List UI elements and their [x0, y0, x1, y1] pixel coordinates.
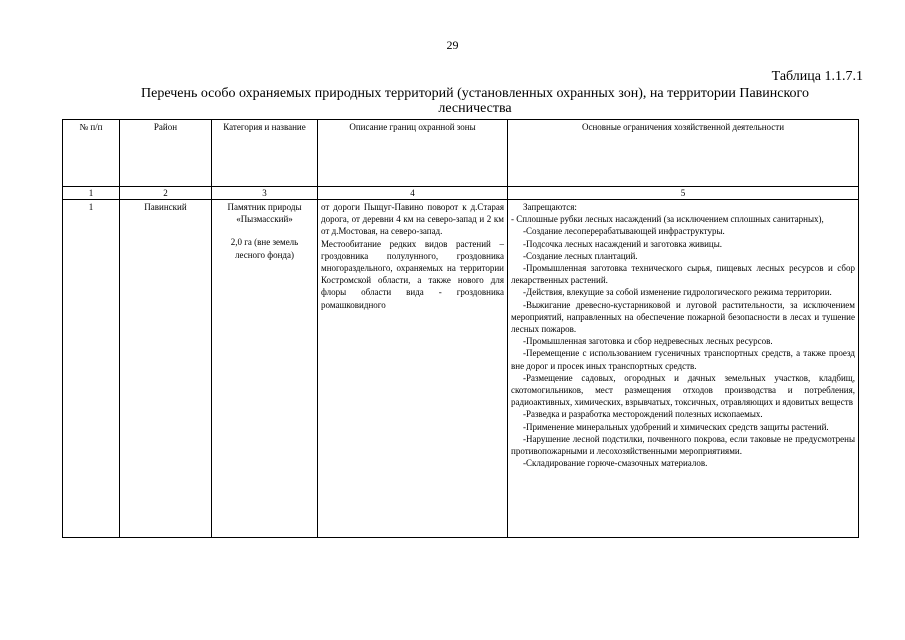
- column-number: 2: [120, 187, 212, 200]
- restriction-item: -Выжигание древесно-кустарниковой и луговой растительности, за исключением мероприятий, направленных на обеспечение пожарной безопасности в лесах и тушение лесных пожаров.: [511, 299, 855, 335]
- column-number: 5: [508, 187, 859, 200]
- restrictions-intro: Запрещаются:: [523, 202, 577, 212]
- row-boundary-description: от дороги Пыщуг-Павино поворот к д.Старая дорога, от деревни 4 км на северо-запад и 2 км от д.Мостовая, на северо-запад.: [321, 202, 504, 237]
- row-category-name: Памятник природы «Пызмасский»: [227, 202, 302, 225]
- header-restrictions: Основные ограничения хозяйственной деятельности: [508, 120, 859, 187]
- restriction-item: -Нарушение лесной подстилки, почвенного покрова, если таковые не предусмотрены противопожарными и лесохозяйственными мероприятиями.: [511, 433, 855, 457]
- header-boundary: Описание границ охранной зоны: [318, 120, 508, 187]
- header-category: Категория и название: [212, 120, 318, 187]
- row-restrictions-cell: [508, 200, 859, 538]
- restriction-item: -Разведка и разработка месторождений полезных ископаемых.: [523, 409, 763, 420]
- table-row: [63, 200, 859, 538]
- row-boundary-cell: [318, 200, 508, 538]
- restriction-item: -Применение минеральных удобрений и химических средств защиты растений.: [523, 421, 829, 432]
- column-number: 1: [63, 187, 120, 200]
- restriction-item: -Складирование горюче-смазочных материалов.: [523, 458, 708, 469]
- document-title-line-1: Перечень особо охраняемых природных территорий (установленных охранных зон), на территории Павинского: [141, 86, 809, 101]
- row-category-cell: [212, 200, 318, 538]
- page-number: 29: [446, 38, 459, 52]
- header-district: Район: [120, 120, 212, 187]
- restriction-item: -Перемещение с использованием гусеничных транспортных средств, а также проезд вне дорог и просек иных транспортных средств.: [511, 348, 855, 371]
- row-habitat-description: Местообитание редких видов растений – гроздовника полулунного, гроздовника многораздельного, охраняемых на территории Костромской области, а также нового для флоры области вида - гроздовника ромашковидного: [321, 238, 504, 310]
- restriction-item: -Действия, влекущие за собой изменение гидрологического режима территории.: [523, 287, 832, 298]
- document-title-line-2: лесничества: [438, 101, 512, 116]
- column-number: 3: [212, 187, 318, 200]
- protected-areas-table: [62, 119, 859, 538]
- table-header-row: [63, 120, 859, 187]
- restriction-item: - Сплошные рубки лесных насаждений (за исключением сплошных санитарных),: [511, 214, 824, 225]
- column-number: 4: [318, 187, 508, 200]
- document-title: [60, 86, 890, 116]
- restriction-item: -Подсочка лесных насаждений и заготовка живицы.: [523, 238, 723, 249]
- restriction-item: -Промышленная заготовка и сбор недревесных лесных ресурсов.: [523, 336, 773, 347]
- row-district: Павинский: [120, 200, 212, 538]
- table-caption: Таблица 1.1.7.1: [771, 69, 863, 84]
- row-number: 1: [63, 200, 120, 538]
- restriction-item: -Размещение садовых, огородных и дачных земельных участков, кладбищ, скотомогильников, мест размещения отходов производства и потребления, радиоактивных, химических, взрывчатых, токсичных, отравляющих и ядовитых веществ: [511, 372, 855, 408]
- header-num: № п/п: [63, 120, 120, 187]
- restriction-item: -Создание лесоперерабатывающей инфраструктуры.: [523, 226, 725, 237]
- column-number-row: [63, 187, 859, 200]
- restriction-item: -Промышленная заготовка технического сырья, пищевых лесных ресурсов и сбор лекарственных растений.: [511, 263, 855, 286]
- restriction-item: -Создание лесных плантаций.: [523, 250, 638, 261]
- row-area: 2,0 га (вне земель лесного фонда): [230, 237, 299, 260]
